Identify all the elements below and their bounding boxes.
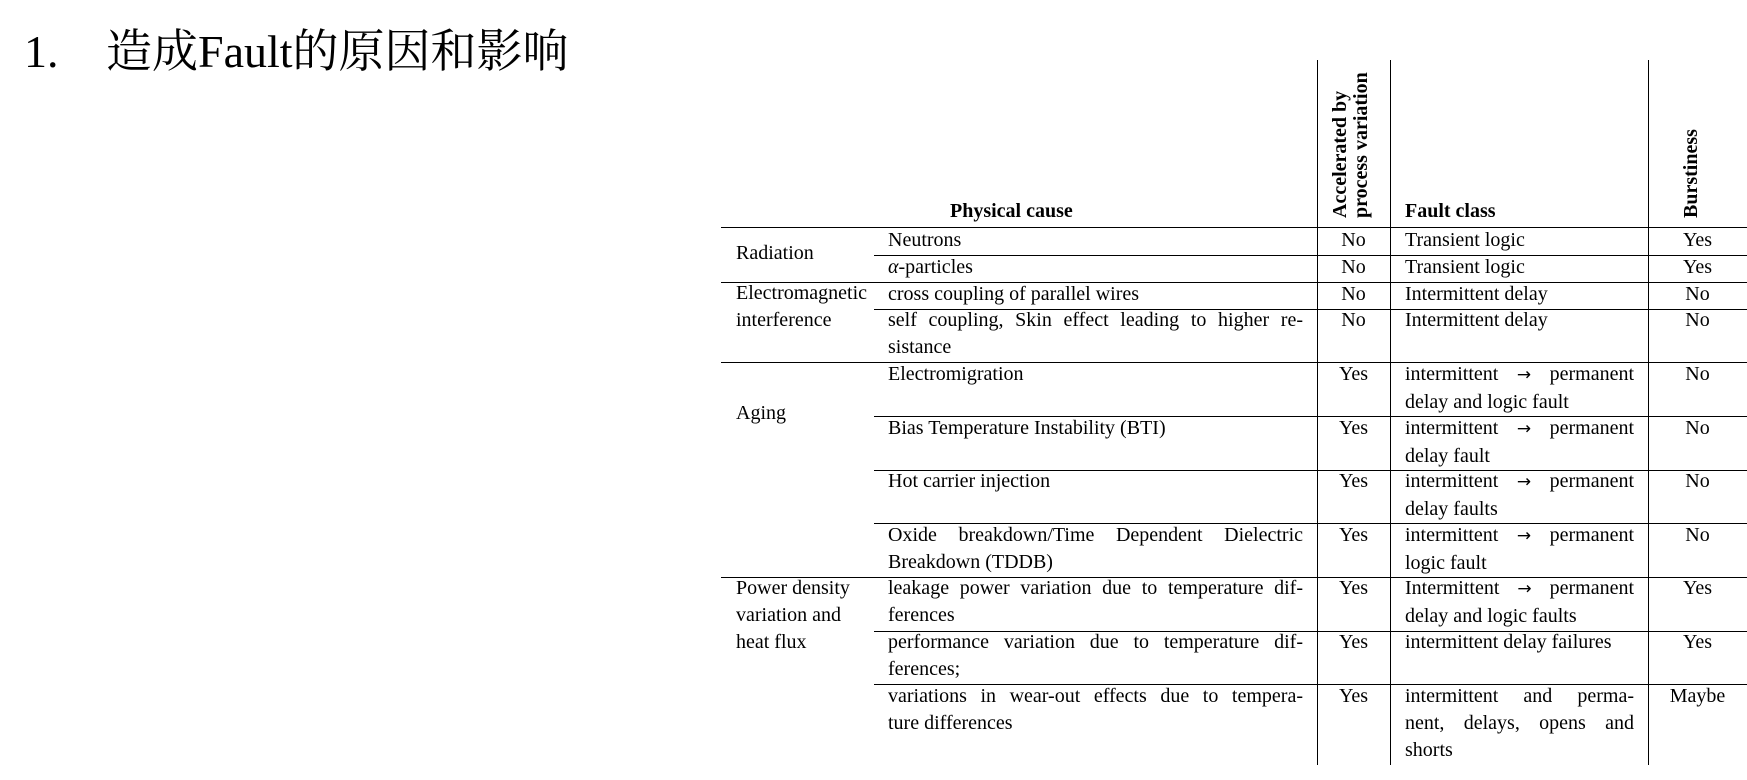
accelerated-cell: No	[1341, 309, 1366, 331]
section-heading	[24, 22, 569, 82]
burstiness-cell: No	[1685, 524, 1710, 546]
cause-cell: Electromigration	[888, 363, 1024, 385]
accelerated-cell: Yes	[1338, 631, 1369, 653]
burstiness-cell: No	[1685, 417, 1710, 439]
header-rule	[721, 227, 1747, 228]
burstiness-cell: No	[1685, 283, 1710, 305]
accelerated-cell: Yes	[1338, 363, 1369, 385]
burstiness-cell: Maybe	[1669, 685, 1726, 707]
burstiness-cell: No	[1685, 309, 1710, 331]
burstiness-cell: No	[1685, 470, 1710, 492]
fault-class-cell: intermittent → permanent delay fault	[1405, 417, 1634, 467]
burstiness-cell: No	[1685, 363, 1710, 385]
cause-cell: Neutrons	[888, 229, 962, 251]
fault-class-cell: intermittent → permanent delay and logic fault	[1405, 363, 1634, 413]
burstiness-cell: Yes	[1682, 631, 1713, 653]
cause-cell: Bias Temperature Instability (BTI)	[888, 417, 1166, 439]
accelerated-cell: No	[1341, 229, 1366, 251]
cause-cell: Hot carrier injection	[888, 470, 1051, 492]
section-number: 1.	[24, 26, 59, 77]
cause-cell: α-particles	[888, 256, 973, 278]
cause-cell: variations in wear-out effects due to tempera- ture differences	[888, 685, 1303, 734]
arrow-icon: →	[1516, 419, 1532, 439]
accelerated-cell: Yes	[1338, 685, 1369, 707]
column-rule	[1317, 60, 1318, 765]
cause-cell: cross coupling of parallel wires	[888, 283, 1140, 305]
fault-class-cell: Intermittent → permanent delay and logic faults	[1405, 577, 1635, 627]
fault-class-cell: Intermittent delay	[1405, 309, 1548, 331]
fault-class-cell: intermittent and perma- nent, delays, opens and shorts	[1405, 685, 1634, 761]
arrow-icon: →	[1516, 526, 1532, 546]
group-label-aging: Aging	[736, 402, 786, 424]
burstiness-cell: Yes	[1682, 256, 1713, 278]
header-accelerated	[1330, 72, 1372, 218]
column-rule	[1648, 60, 1649, 765]
burstiness-cell: Yes	[1682, 577, 1713, 599]
accelerated-cell: No	[1341, 256, 1366, 278]
section-title: 造成Fault的原因和影响	[106, 26, 569, 77]
row-rule	[874, 255, 1747, 256]
alpha-symbol: α	[888, 256, 899, 278]
group-label-power-density: Power density variation and heat flux	[736, 577, 850, 653]
column-rule	[1390, 60, 1391, 765]
cause-cell: performance variation due to temperature dif- ferences;	[888, 631, 1303, 680]
fault-class-cell: Transient logic	[1405, 229, 1525, 251]
cause-cell: self coupling, Skin effect leading to higher re- sistance	[888, 309, 1303, 358]
fault-class-cell: Intermittent delay	[1405, 283, 1548, 305]
group-rule	[721, 282, 1747, 283]
accelerated-cell: No	[1341, 283, 1366, 305]
header-fault-class: Fault class	[1405, 200, 1496, 222]
fault-cause-table	[721, 60, 1747, 765]
arrow-icon: →	[1516, 365, 1532, 385]
accelerated-cell: Yes	[1338, 470, 1369, 492]
cause-cell: Oxide breakdown/Time Dependent Dielectric Breakdown (TDDB)	[888, 524, 1303, 573]
fault-class-cell: intermittent delay failures	[1405, 631, 1612, 653]
header-physical-cause: Physical cause	[950, 200, 1073, 222]
arrow-icon: →	[1517, 579, 1532, 599]
group-label-emi: Electromagnetic interference	[736, 282, 868, 331]
fault-class-cell: intermittent → permanent delay faults	[1405, 470, 1634, 520]
header-burstiness: Burstiness	[1680, 129, 1702, 218]
accelerated-cell: Yes	[1338, 577, 1369, 599]
header-accelerated-line2: process variation	[1350, 72, 1372, 218]
accelerated-cell: Yes	[1338, 417, 1369, 439]
header-accelerated-line1: Accelerated by	[1329, 90, 1351, 218]
fault-class-cell: Transient logic	[1405, 256, 1525, 278]
burstiness-cell: Yes	[1682, 229, 1713, 251]
group-label-radiation: Radiation	[736, 242, 814, 264]
cause-cell: leakage power variation due to temperature dif- ferences	[888, 577, 1303, 626]
accelerated-cell: Yes	[1338, 524, 1369, 546]
fault-class-cell: intermittent → permanent logic fault	[1405, 524, 1634, 574]
arrow-icon: →	[1516, 472, 1532, 492]
